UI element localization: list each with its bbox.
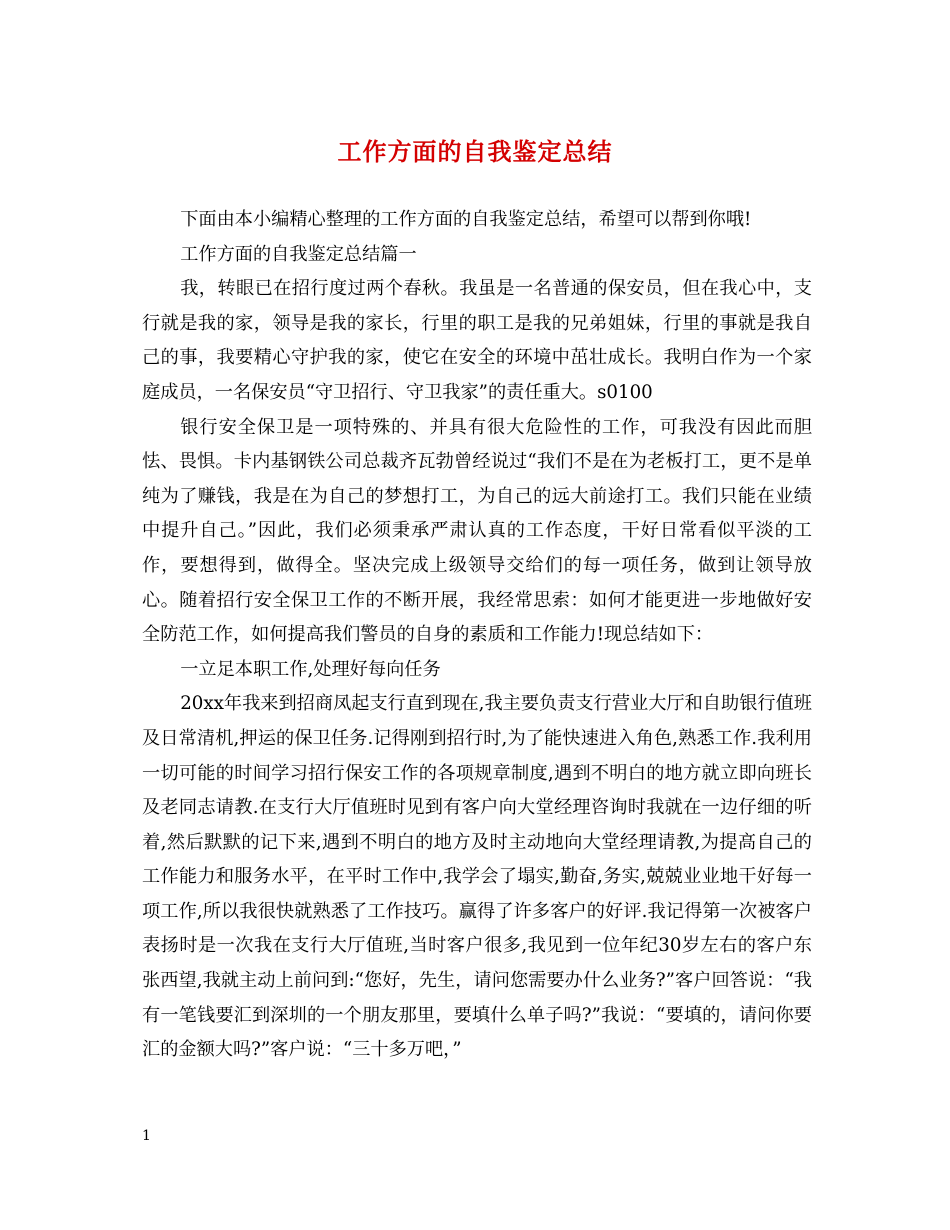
body-paragraph: 20xx年我来到招商凤起支行直到现在,我主要负责支行营业大厅和自助银行值班及日常清机,押运的保卫任务.记得刚到招行时,为了能快速进入角色,熟悉工作.我利用一切可能的时间学习招行保安工作的各项规章制度,遇到不明白的地方就立即向班长及老同志请教.在支行大厅值班时见到有客户向大堂经理咨询时我就在一边仔细的听着,然后默默的记下来,遇到不明白的地方及时主动地向大堂经理请教,为提高自己的工作能力和服务水平，在平时工作中,我学会了塌实,勤奋,务实,兢兢业业地干好每一项工作,所以我很快就熟悉了工作技巧。赢得了许多客户的好评.我记得第一次被客户表扬时是一次我在支行大厅值班,当时客户很多,我见到一位年纪30岁左右的客户东张西望,我就主动上前问到:“您好，先生，请问您需要办什么业务?”客户回答说：“我有一笔钱要汇到深圳的一个朋友那里，要填什么单子吗?”我说：“要填的，请问你要汇的金额大吗?”客户说：“三十多万吧，”	[142, 693, 812, 1061]
body-paragraph: 我，转眼已在招行度过两个春秋。我虽是一名普通的保安员，但在我心中，支行就是我的家，领导是我的家长，行里的职工是我的兄弟姐妹，行里的事就是我自己的事，我要精心守护我的家，使它在安全的环境中茁壮成长。我明白作为一个家庭成员，一名保安员“守卫招行、守卫我家”的责任重大。s0100	[142, 278, 812, 403]
section-heading: 工作方面的自我鉴定总结篇一	[180, 243, 417, 265]
page-number: 1	[142, 1128, 151, 1144]
subsection-heading: 一立足本职工作,处理好每向任务	[180, 658, 441, 680]
intro-paragraph: 下面由本小编精心整理的工作方面的自我鉴定总结，希望可以帮到你哦!	[180, 209, 752, 230]
document-title: 工作方面的自我鉴定总结	[337, 137, 613, 166]
body-paragraph: 银行安全保卫是一项特殊的、并具有很大危险性的工作，可我没有因此而胆怯、畏惧。卡内基钢铁公司总裁齐瓦勃曾经说过“我们不是在为老板打工，更不是单纯为了赚钱，我是在为自己的梦想打工，为自己的远大前途打工。我们只能在业绩中提升自己。”因此，我们必须秉承严肃认真的工作态度，干好日常看似平淡的工作，要想得到，做得全。坚决完成上级领导交给们的每一项任务，做到让领导放心。随着招行安全保卫工作的不断开展，我经常思索：如何才能更进一步地做好安全防范工作，如何提高我们警员的自身的素质和工作能力!现总结如下：	[142, 416, 812, 646]
document-body	[142, 203, 812, 1068]
